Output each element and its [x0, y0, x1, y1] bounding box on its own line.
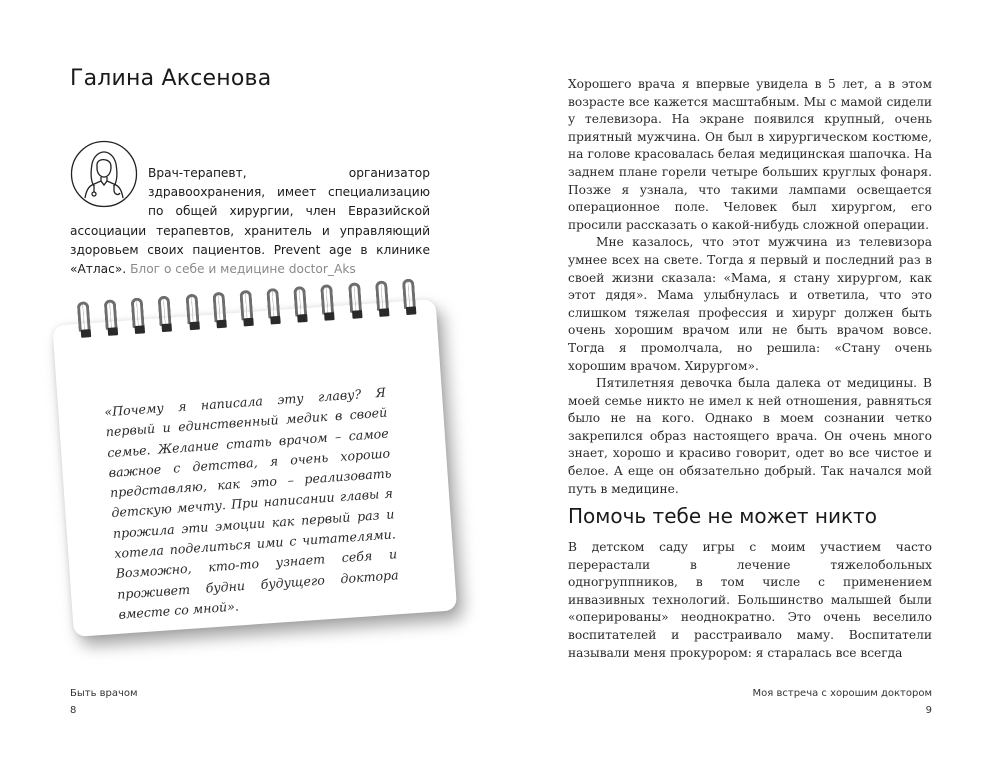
section-heading: Помочь тебе не может никто — [568, 504, 877, 528]
paragraph: Пятилетняя девочка была далека от медицины. В моей семье никто не имел к ней отношения, равняться было не на кого. Однако в моем сознании четко закрепился образ настоящего врача. Он очень много знает, хорошо и красиво говорит, одет во все чистое и белое. А еще он обязательно добрый. Так начался мой путь в медицине. — [568, 376, 932, 496]
notebook-quote-card — [51, 277, 457, 638]
spiral-ring-icon — [402, 278, 418, 315]
paragraph: В детском саду игры с моим участием часто перерастали в лечение тяжелобольных одногруппников, в том числе с применением инвазивных технологий. Большинство малышей были «оперированы» неоднократно. Это очень веселило воспитателей и расстраивало маму. Воспитатели называли меня прокурором: я старалась все всегда — [568, 540, 932, 660]
author-quote: «Почему я написала эту главу? Я первый и единственный медик в своей семье. Желание стать врачом – самое важное с детства, я очень хорошо представляю, как это – реализовать детскую мечту. При написании главы я прожила эти эмоции как первый раз и хотела поделиться ими с читателями. Возможно, кто-то узнает себя и проживет будни будущего доктора вместе со мной». — [103, 384, 400, 622]
spiral-ring-icon — [185, 293, 201, 330]
section-body — [568, 539, 932, 662]
paragraph: Хорошего врача я впервые увидела в 5 лет, а в этом возрасте все кажется масштабным. Мы с мамой сидели у телевизора. На экране появился крупный, очень приятный мужчина. Он был в хирургическом костюме, на голове красовалась белая медицинская шапочка. На заднем плане горели четыре больших круглых фонаря. Позже я узнала, что такими лампами освещается операционное поле. Человек был хирургом, его просили рассказать о какой-нибудь сложной операции. — [568, 77, 932, 232]
spiral-ring-icon — [104, 299, 120, 336]
spiral-ring-icon — [239, 290, 255, 327]
spiral-ring-icon — [375, 280, 391, 317]
paragraph: Мне казалось, что этот мужчина из телевизора умнее всех на свете. Тогда я первый и последний раз в своей жизни сказала: «Мама, я стану хирургом, как этот дядя». Мама улыбнулась и ответила, что это слишком тяжелая профессия и хирург должен быть очень хорошим врачом или не быть врачом вовсе. Тогда я промолчала, но решила: «Стану очень хорошим врачом. Хирургом». — [568, 235, 932, 373]
spiral-ring-icon — [77, 301, 93, 338]
author-name: Галина Аксенова — [70, 66, 272, 91]
page-number-left: 8 — [70, 705, 77, 716]
blog-link[interactable]: Блог о себе и медицине doctor_Aks — [130, 262, 356, 277]
author-bio — [70, 164, 430, 279]
running-title-right: Моя встреча с хорошим доктором — [752, 688, 932, 699]
chapter-body — [568, 76, 932, 498]
spiral-ring-icon — [131, 297, 147, 334]
bio-text: Врач-терапевт, организатор здравоохранения, имеет специализацию по общей хирургии, член Евразийской ассоциации терапевтов, хранитель и управляющий здоровьем своих пациентов. Prevent age в клинике «Атлас». — [70, 166, 430, 277]
spiral-ring-icon — [321, 284, 337, 321]
spiral-ring-icon — [266, 288, 282, 325]
spiral-ring-icon — [212, 292, 228, 329]
running-title-left: Быть врачом — [70, 688, 138, 699]
spiral-ring-icon — [158, 295, 174, 332]
spiral-ring-icon — [293, 286, 309, 323]
spiral-ring-icon — [348, 282, 364, 319]
page-number-right: 9 — [925, 705, 932, 716]
right-page — [500, 0, 1000, 763]
